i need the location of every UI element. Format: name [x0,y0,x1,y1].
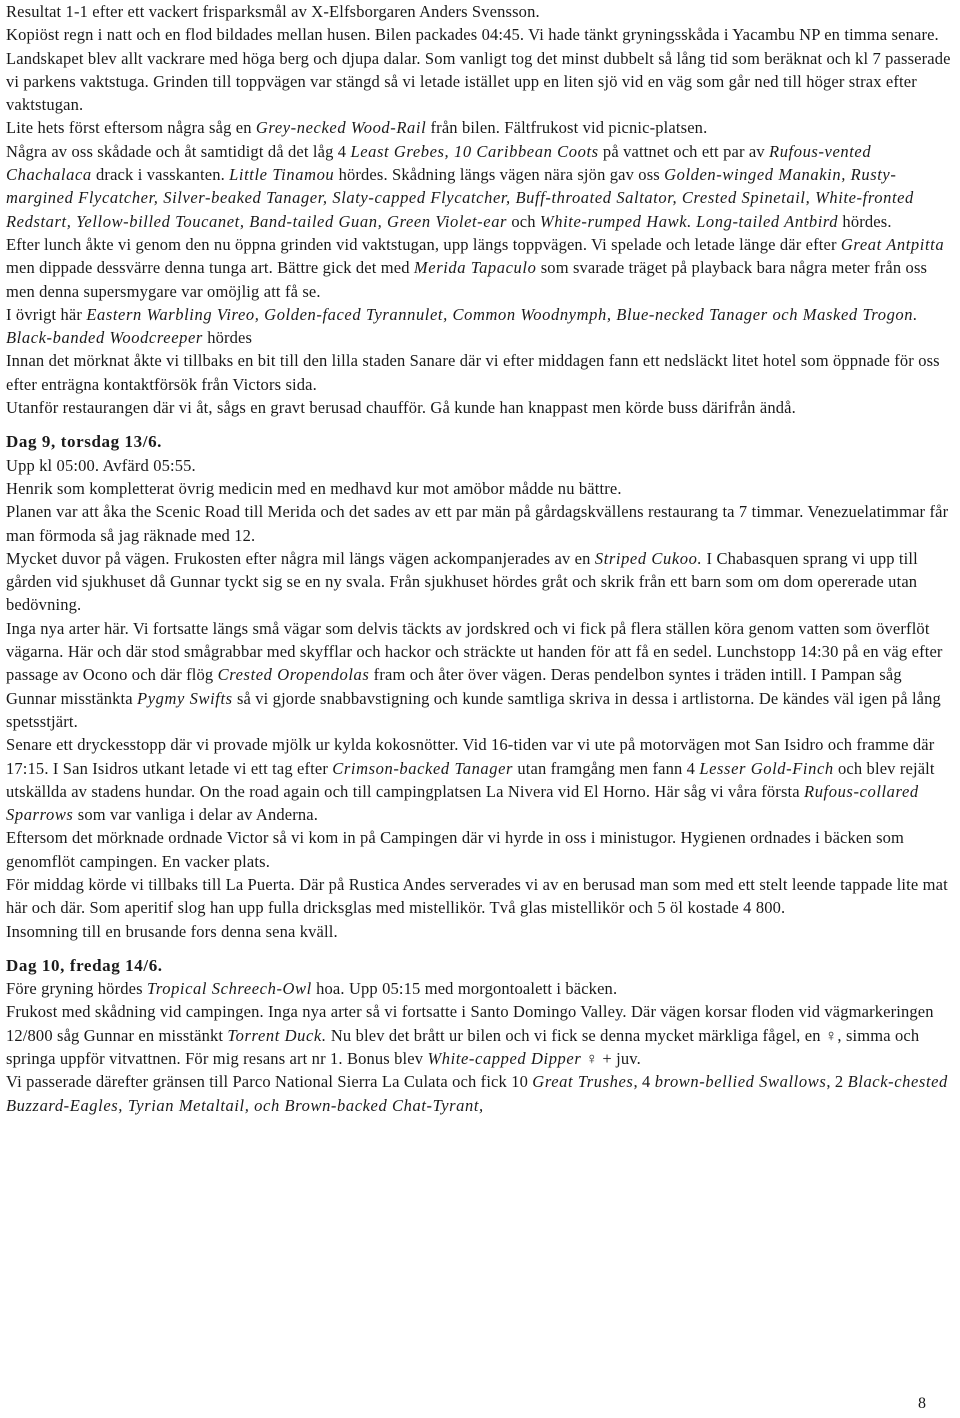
paragraph [6,977,952,1000]
text-run: så vi gjorde snabbavstigning och kunde samtliga skriva in dessa i artlistorna. De kändes väl igen på lång spetsstjärt. [6,688,941,731]
text-run: hördes. [838,211,892,231]
species-name: Crimson-backed Tanager [332,758,514,778]
paragraph [6,826,952,873]
text-run: Resultat 1-1 efter ett vackert frisparksmål av X-Elfsborgaren Anders Svensson. [6,2,540,21]
species-name: Striped Cukoo. [594,548,703,568]
species-name: Great Trushes [532,1072,634,1092]
text-run: Mycket duvor på vägen. Frukosten efter några mil längs vägen ackompanjerades av en [6,548,595,568]
species-name: White-capped Dipper [427,1049,582,1069]
page-number: 8 [918,1395,926,1412]
text-run: Några av oss skådade och åt samtidigt då det låg 4 [6,141,351,161]
text-run: Nu blev det brått ur bilen och vi fick se denna mycket märkliga fågel, en ♀, simma och springa uppför vitvattnen. För mig resans art nr 1. Bonus blev [6,1025,920,1069]
text-run: drack i vasskanten. [91,165,230,185]
paragraph [6,396,952,419]
paragraph [6,454,952,477]
text-run: Insomning till en brusande fors denna sena kväll. [6,921,338,941]
paragraph [6,617,952,733]
species-name: Lesser Gold-Finch [699,758,834,778]
text-run: som svarade träget på playback bara några meter från oss men denna supersmygare var omöjlig att få se. [6,258,928,301]
text-run: I övrigt här [6,304,87,324]
text-run: Planen var att åka the Scenic Road till Merida och det sades av ett par män på gårdagskvällens restaurang ta 7 timmar. Venezuelatimmar får man förmoda så jag räknade med 12. [6,502,949,545]
text-run: från bilen. Fältfrukost vid picnic-platsen. [426,118,708,138]
species-name: Pygmy Swifts [137,688,233,708]
text-run: Innan det mörknat åkte vi tillbaks en bit till den lilla staden Sanare där vi efter middagen fann ett nedsläckt litet hotel som öppnade för oss efter enträgna kontaktförsök från Victors sida. [6,351,940,394]
text-run: Efter lunch åkte vi genom den nu öppna grinden vid vaktstugan, upp längs toppvägen. Vi spelade och letade länge där efter [6,234,841,254]
text-run: Henrik som kompletterat övrig medicin med en medhavd kur mot amöbor mådde nu bättre. [6,478,622,498]
text-run: och blev rejält utskällda av stadens hundar. On the road again och till campingplatsen La Nivera vid El Horno. Här såg vi våra första [6,758,935,801]
species-name: Merida Tapaculo [413,258,537,278]
species-name: Little Tinamou [229,165,335,185]
paragraph [6,349,952,396]
document-body [6,0,952,1117]
text-run: Eftersom det mörknade ordnade Victor så vi kom in på Campingen där vi hyrde in oss i ministugor. Hygienen ordnades i bäcken som genomflöt campingen. En vacker plats. [6,828,905,871]
species-name: Black-chested Buzzard-Eagles, Tyrian Metaltail, och Brown-backed Chat-Tyrant, [6,1072,948,1115]
text-run: Inga nya arter här. Vi fortsatte längs små vägar som delvis täckts av jordskred och vi fick på flera ställen köra genom vatten som överflöt vägarna. Här och där stod smågrabbar med skyfflar och hackor och sträckte ut handen för att få en sedel. Lunchstopp 14:30 på en väg efter passage av Ocono och där flög [6,618,943,685]
text-run: men dippade dessvärre denna tunga art. Bättre gick det med [6,258,414,278]
text-run: utan framgång men fann 4 [513,758,700,778]
text-run: , 2 [826,1072,848,1092]
paragraph [6,1070,952,1117]
species-name: Tropical Schreech-Owl [146,979,312,999]
text-run: Upp kl 05:00. Avfärd 05:55. [6,455,196,475]
paragraph [6,23,952,116]
text-run: som var vanliga i delar av Anderna. [73,805,319,825]
paragraph [6,140,952,233]
text-run: Före gryning hördes [6,979,147,999]
paragraph [6,116,952,139]
text-run: och [507,211,540,231]
text-run: ♀ + juv. [581,1049,641,1069]
paragraph [6,500,952,547]
text-run: Utanför restaurangen där vi åt, sågs en gravt berusad chaufför. Gå kunde han knappast men körde buss därifrån ändå. [6,398,796,418]
text-run: Lite hets först eftersom några såg en [6,118,256,138]
species-name: Rufous-vented Chachalaca [6,141,872,185]
species-name: Grey-necked Wood-Rail [255,118,427,138]
text-run: Frukost med skådning vid campingen. Inga nya arter så vi fortsatte i Santo Domingo Valley. Där vägen korsar floden vid vägmarkeringen 12/800 såg Gunnar en misstänkt [6,1002,934,1045]
text-run: fram och åter över vägen. Deras pendelbon syntes i träden intill. I Pampan såg Gunnar misstänkta [6,665,902,708]
text-run: Kopiöst regn i natt och en flod bildades mellan husen. Bilen packades 04:45. Vi hade tänkt gryningsskåda i Yacambu NP en timma senare. Landskapet blev allt vackrare med höga berg och djupa dalar. Som vanligt tog det minst dubbelt så lång tid som beräknat och kl 7 passerade vi parkens vaktstuga. Grinden till toppvägen var stängd så vi letade istället upp en liten sjö vid en väg som går ned till höger strax efter vaktstugan. [6,25,951,115]
species-name: Rufous-collared Sparrows [6,781,919,825]
species-name: Crested Oropendolas [217,665,370,685]
text-run: Senare ett dryckesstopp där vi provade mjölk ur kylda kokosnötter. Vid 16-tiden var vi ute på motorvägen mot San Isidro och framme där 17:15. I San Isidros utkant letade vi ett tag efter [6,735,935,778]
text-run: hördes [202,328,253,348]
text-run: Dag 9, torsdag 13/6. [6,432,163,452]
paragraph [6,233,952,303]
text-run: hoa. Upp 05:15 med morgontoalett i bäcken. [311,979,618,999]
species-name: Eastern Warbling Vireo, Golden-faced Tyrannulet, Common Woodnymph, Blue-necked Tanager och Masked Trogon. [86,304,918,324]
text-run: hördes. Skådning längs vägen nära sjön gav oss [334,165,665,185]
paragraph [6,303,952,350]
species-name: Black-banded Woodcreeper [6,328,203,348]
species-name: White-rumped Hawk. [539,211,692,231]
paragraph [6,920,952,943]
paragraph [6,0,952,23]
section-spacer [6,419,952,430]
paragraph [6,873,952,920]
species-name: Torrent Duck. [227,1025,327,1045]
text-run: Vi passerade därefter gränsen till Parco National Sierra La Culata och fick 10 [6,1072,533,1092]
species-name: Great Antpitta [840,234,945,254]
text-run: Dag 10, fredag 14/6. [6,955,163,975]
section-spacer [6,943,952,954]
species-name: Golden-winged Manakin, Rusty-margined Flycatcher, Silver-beaked Tanager, Slaty-capped Flycatcher, Buff-throated Saltator, Crested Spinetail, White-fronted Redstart, Yellow-billed Toucanet, Band-tailed Guan, Green Violet-ear [6,165,914,231]
text-run: I Chabasquen sprang vi upp till gården vid sjukhuset då Gunnar tyckt sig se en ny svala. Från sjukhuset hördes gråt och skrik från ett barn som om dom opererade utan bedövning. [6,548,918,615]
species-name: Long-tailed Antbird [696,211,839,231]
day-heading [6,430,952,453]
species-name: Least Grebes, 10 Caribbean Coots [350,141,599,161]
paragraph [6,547,952,617]
paragraph [6,733,952,826]
day-heading [6,954,952,977]
text-run: på vattnet och ett par av [598,141,770,161]
paragraph [6,1000,952,1070]
species-name: brown-bellied Swallows [654,1072,827,1092]
text-run: För middag körde vi tillbaks till La Puerta. Där på Rustica Andes serverades vi av en berusad man som med ett stelt leende tappade lite mat här och där. Som aperitif slog han upp fulla dricksglas med mistellikör. Två glas mistellikör och 5 öl kostade 4 800. [6,874,948,918]
text-run: , 4 [633,1072,655,1092]
paragraph [6,477,952,500]
